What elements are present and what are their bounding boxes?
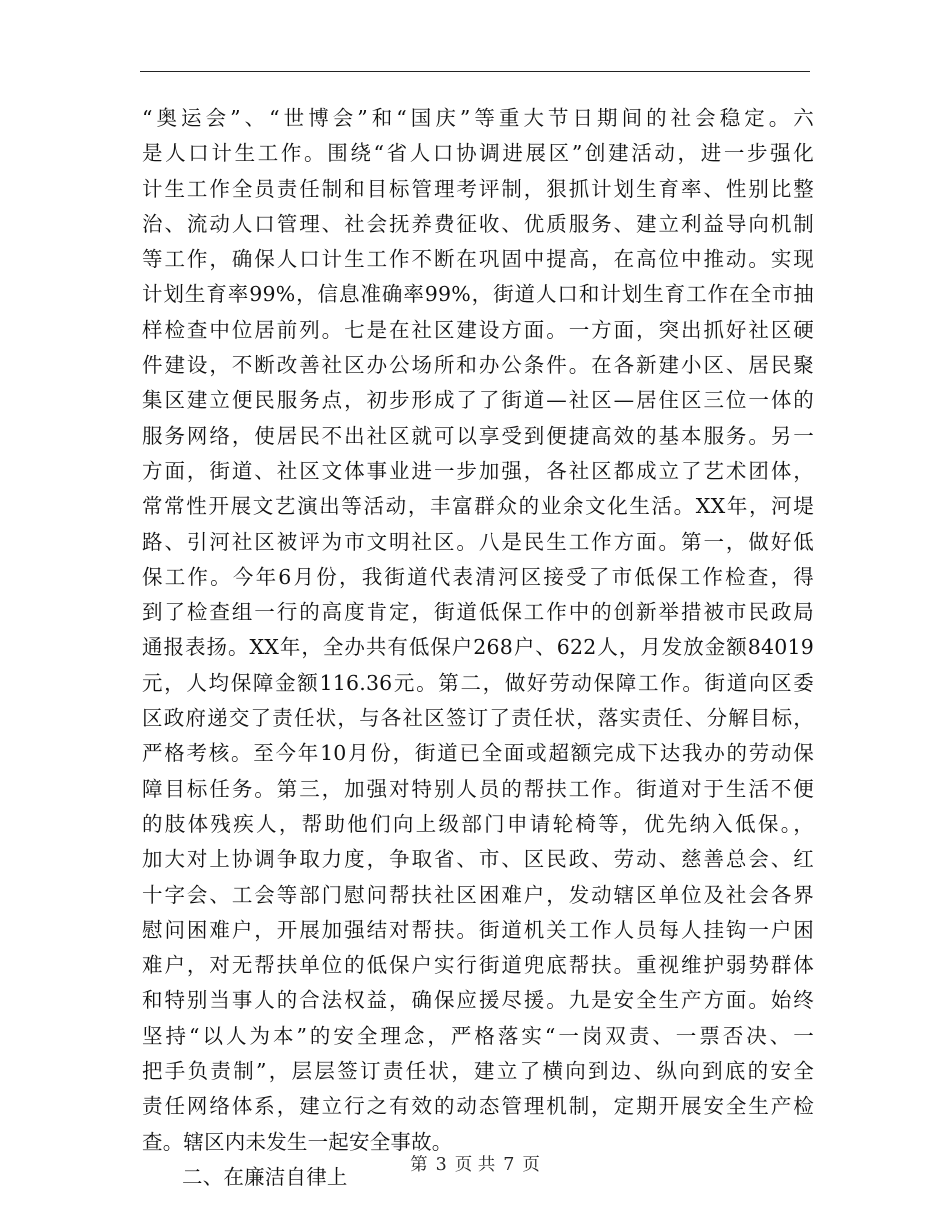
text-line: 保工作。今年6月份，我街道代表清河区接受了市低保工作检查，得 [142, 564, 814, 589]
text-line: 障目标任务。第三，加强对特别人员的帮扶工作。街道对于生活不便 [142, 776, 814, 801]
text-line: 路、引河社区被评为市文明社区。八是民生工作方面。第一，做好低 [142, 529, 814, 554]
header-rule [140, 71, 810, 72]
current-page-number: 3 [435, 1155, 447, 1175]
text-line: 到了检查组一行的高度肯定，街道低保工作中的创新举措被市民政局 [142, 600, 814, 625]
total-page-count: 7 [503, 1155, 515, 1175]
page-footer [0, 1150, 950, 1180]
text-line: “奥运会”、“世博会”和“国庆”等重大节日期间的社会稳定。六 [142, 106, 814, 130]
text-line: 是人口计生工作。围绕“省人口协调进展区”创建活动，进一步强化 [142, 141, 814, 166]
text-line: 件建设，不断改善社区办公场所和办公条件。在各新建小区、居民聚 [142, 353, 814, 378]
text-line: 集区建立便民服务点，初步形成了了街道—社区—居住区三位一体的 [142, 388, 814, 413]
body-text [142, 101, 814, 1195]
text-line: 方面，街道、社区文体事业进一步加强，各社区都成立了艺术团体， [142, 458, 814, 483]
text-line: 计生工作全员责任制和目标管理考评制，狠抓计划生育率、性别比整 [142, 176, 814, 201]
text-line: 责任网络体系，建立行之有效的动态管理机制，定期开展安全生产检 [142, 1094, 814, 1119]
text-line: 样检查中位居前列。七是在社区建设方面。一方面，突出抓好社区硬 [142, 317, 814, 342]
text-line: 查。辖区内未发生一起安全事故。 [142, 1129, 453, 1154]
footer-suffix: 页 [522, 1155, 540, 1175]
text-line: 常常性开展文艺演出等活动，丰富群众的业余文化生活。XX年，河堤 [142, 494, 814, 519]
text-line: 和特别当事人的合法权益，确保应援尽援。九是安全生产方面。始终 [142, 988, 814, 1013]
text-line: 等工作，确保人口计生工作不断在巩固中提高，在高位中推动。实现 [142, 247, 814, 272]
text-line: 十字会、工会等部门慰问帮扶社区困难户，发动辖区单位及社会各界 [142, 882, 814, 907]
section-heading: 二、在廉洁自律上 [182, 1164, 348, 1189]
text-line: 坚持“以人为本”的安全理念，严格落实“一岗双责、一票否决、一 [142, 1023, 814, 1048]
text-line: 区政府递交了责任状，与各社区签订了责任状，落实责任、分解目标， [142, 706, 814, 731]
text-line: 的肢体残疾人，帮助他们向上级部门申请轮椅等，优先纳入低保。， [142, 811, 814, 836]
text-line: 难户，对无帮扶单位的低保户实行街道兜底帮扶。重视维护弱势群体 [142, 953, 814, 978]
text-line: 慰问困难户，开展加强结对帮扶。街道机关工作人员每人挂钩一户困 [142, 917, 814, 942]
text-line: 元，人均保障金额116.36元。第二，做好劳动保障工作。街道向区委 [142, 670, 814, 695]
text-line: 通报表扬。XX年，全办共有低保户268户、622人，月发放金额84019 [142, 635, 814, 660]
text-line: 治、流动人口管理、社会抚养费征收、优质服务、建立利益导向机制 [142, 211, 814, 236]
text-line: 计划生育率99%，信息准确率99%，街道人口和计划生育工作在全市抽 [142, 282, 814, 307]
text-line: 加大对上协调争取力度，争取省、市、区民政、劳动、慈善总会、红 [142, 847, 814, 872]
footer-middle: 页 共 [454, 1155, 496, 1175]
text-line: 服务网络，使居民不出社区就可以享受到便捷高效的基本服务。另一 [142, 423, 814, 448]
footer-prefix: 第 [410, 1155, 428, 1175]
text-line: 严格考核。至今年10月份，街道已全面或超额完成下达我办的劳动保 [142, 741, 814, 766]
text-line: 把手负责制”，层层签订责任状，建立了横向到边、纵向到底的安全 [142, 1059, 814, 1084]
